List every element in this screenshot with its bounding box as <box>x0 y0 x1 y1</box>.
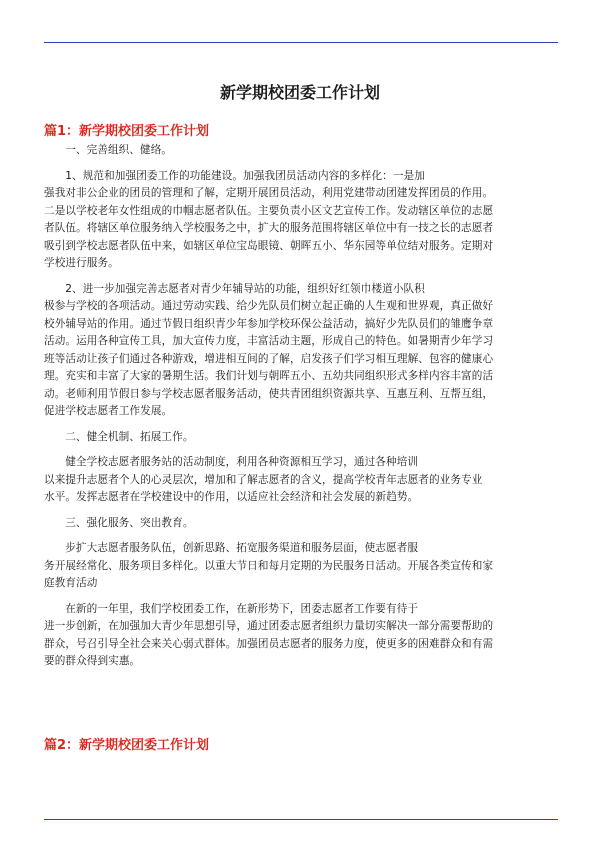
bottom-divider <box>44 819 558 820</box>
paragraph-line: 群众，号召引导全社会来关心弱式群体。加强团员志愿者的服务力度，使更多的困难群众和有需 <box>44 637 494 650</box>
paragraph <box>44 142 558 160</box>
paragraph-line: 二、健全机制、拓展工作。 <box>65 430 194 443</box>
paragraph-line: 者队伍。将辖区单位服务纳入学校服务之中，扩大的服务范围将辖区单位中有一技之长的志愿者 <box>44 222 494 234</box>
paragraph-line: 2、进一步加强完善志愿者对青少年辅导站的功能，组织好红领巾楼道小队积 <box>65 282 425 295</box>
document-body <box>44 142 558 679</box>
paragraph-line: 步扩大志愿者服务队伍，创新思路、拓宽服务渠道和服务层面，使志愿者服 <box>65 542 419 554</box>
paragraph <box>44 515 558 533</box>
paragraph-line: 吸引到学校志愿者队伍中来，如辖区单位宝岛眼镜、朝晖五小、华东园等单位结对服务。定期对 <box>44 239 494 252</box>
paragraph-line: 务开展经常化、服务项目多样化。以重大节日和每月定期的为民服务日活动。开展各类宣传和家 <box>44 559 494 572</box>
paragraph <box>44 601 558 671</box>
paragraph-line: 学校进行服务。 <box>44 257 119 269</box>
paragraph-line: 班等活动让孩子们通过各种游戏，增进相互间的了解，启发孩子们学习相互理解、包容的健康心 <box>44 352 494 365</box>
paragraph-line: 动。老师利用节假日参与学校志愿者服务活动，使共青团组织资源共享、互惠互利、互帮互组， <box>44 387 494 400</box>
top-divider <box>44 42 558 43</box>
paragraph-line: 校外辅导站的作用。通过节假日组织青少年参加学校环保公益活动，搞好少先队员们的雏鹰争章 <box>44 317 494 330</box>
paragraph-line: 健全学校志愿者服务站的活动制度，利用各种资源相互学习，通过各种培训 <box>65 456 419 468</box>
paragraph-line: 二是以学校老年女性组成的巾帼志愿者队伍。主要负责小区文艺宣传工作。发动辖区单位的志愿 <box>44 204 494 217</box>
paragraph-line: 在新的一年里，我们学校团委工作，在新形势下，团委志愿者工作要有待于 <box>65 602 419 615</box>
paragraph-line: 三、强化服务、突出教育。 <box>65 516 194 529</box>
paragraph-line: 活动。运用各种宣传工具，加大宣传力度，丰富活动主题，形成自己的特色。如暑期青少年学习 <box>44 335 494 347</box>
paragraph-line: 要的群众得到实惠。 <box>44 655 141 667</box>
paragraph-line: 强我对非公企业的团员的管理和了解，定期开展团员活动，利用党建带动团建发挥团员的作用。 <box>44 187 494 199</box>
paragraph-line: 水平。发挥志愿者在学校建设中的作用，以适应社会经济和社会发展的新趋势。 <box>44 491 419 503</box>
paragraph-line: 进一步创新，在加强加大青少年思想引导，通过团委志愿者组织力量切实解决一部分需要帮助的 <box>44 620 494 632</box>
paragraph-line: 一、完善组织、健络。 <box>65 144 173 156</box>
paragraph <box>44 429 558 447</box>
paragraph <box>44 168 558 273</box>
page-title: 新学期校团委工作计划 <box>219 83 380 102</box>
paragraph-line: 极参与学校的各项活动。通过劳动实践、给少先队员们树立起正确的人生观和世界观，真正做好 <box>44 300 494 312</box>
paragraph <box>44 540 558 593</box>
paragraph-line: 庭教育活动 <box>44 577 98 589</box>
section-heading-2: 篇2：新学期校团委工作计划 <box>44 738 210 753</box>
paragraph-line: 促进学校志愿者工作发展。 <box>44 405 173 417</box>
paragraph-line: 以来提升志愿者个人的心灵层次，增加和了解志愿者的含义，提高学校青年志愿者的业务专业 <box>44 473 483 486</box>
paragraph <box>44 281 558 421</box>
paragraph <box>44 454 558 507</box>
paragraph-line: 1、规范和加强团委工作的功能建设。加强我团员活动内容的多样化：一是加 <box>65 169 425 182</box>
section-heading-1: 篇1：新学期校团委工作计划 <box>44 124 210 139</box>
paragraph-line: 理。充实和丰富了大家的暑期生活。我们计划与朝晖五小、五幼共同组织形式多样内容丰富的活 <box>44 370 494 382</box>
